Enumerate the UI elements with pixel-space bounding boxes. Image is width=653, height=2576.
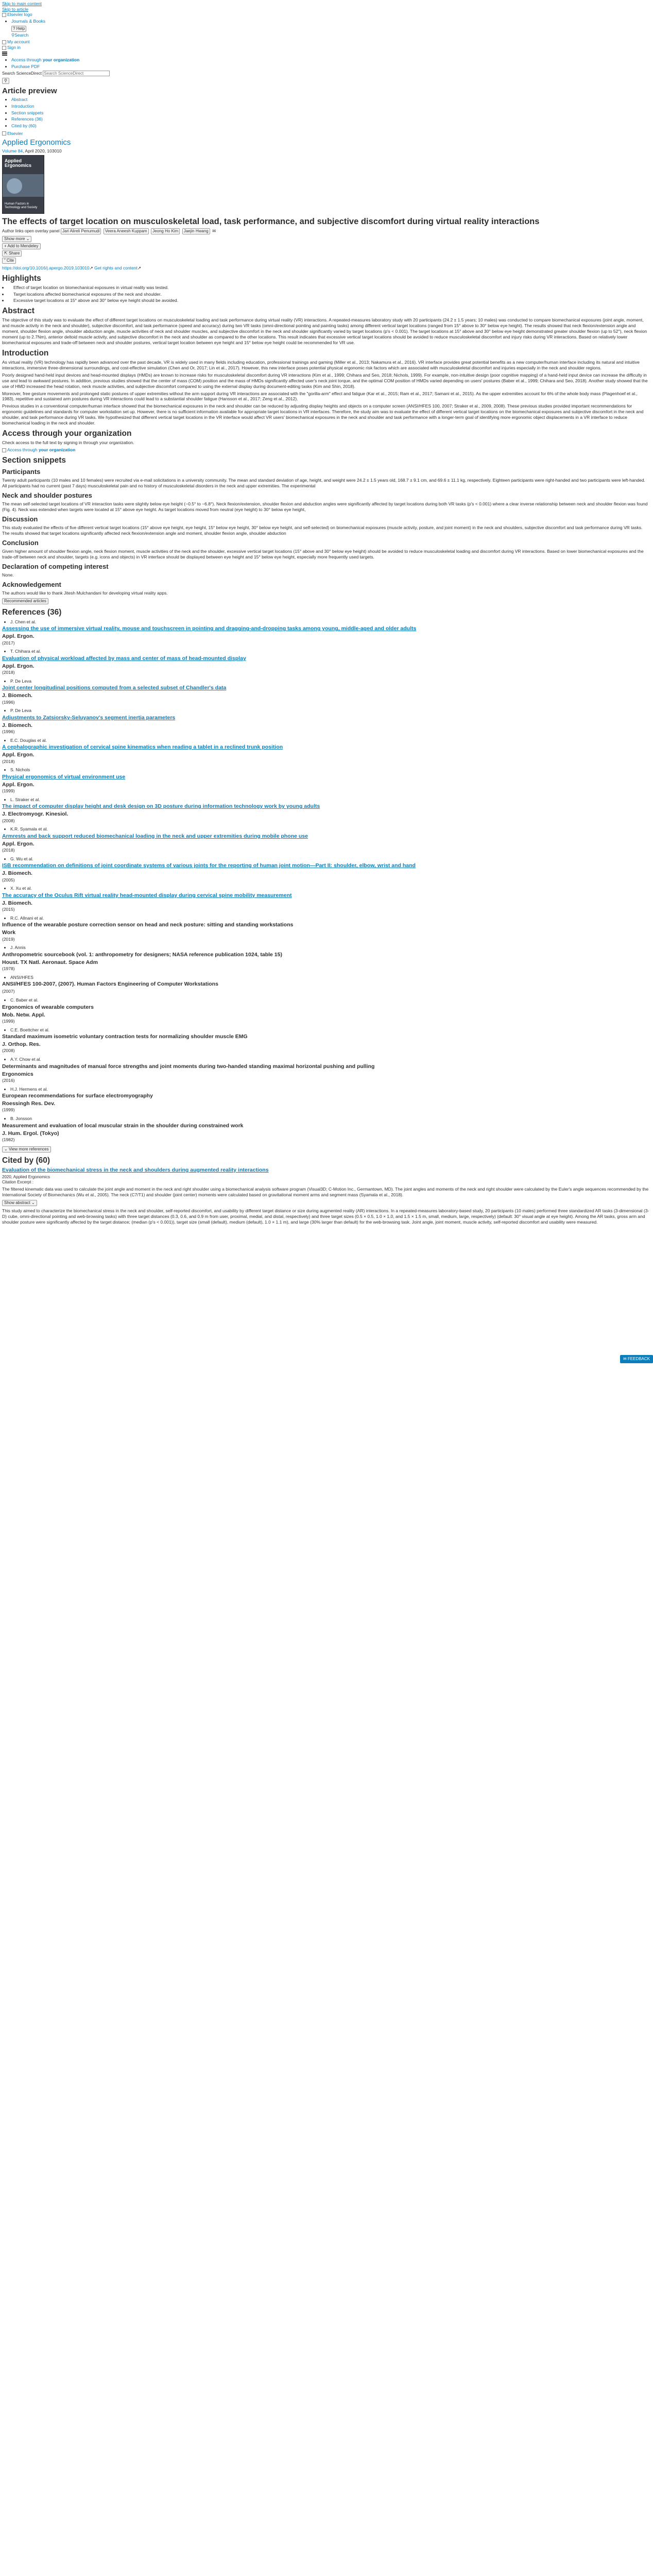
cite-button[interactable]: ” Cite: [2, 258, 16, 264]
reference-title[interactable]: Adjustments to Zatsiorsky-Seluyanov's segment inertia parameters: [2, 714, 176, 721]
reference-authors: T. Chihara et al.: [10, 649, 41, 654]
reference-year: (1982): [2, 1137, 15, 1142]
elsevier-publisher-link[interactable]: Elsevier: [2, 131, 23, 136]
reference-authors: J. Chen et al.: [10, 619, 37, 624]
reference-item: [2, 1057, 651, 1083]
cited-item: [2, 1167, 651, 1225]
references-heading: References (36): [2, 608, 62, 617]
discussion-text: This study evaluated the effects of five different vertical target locations (15° above eye height, eye height, 15° below eye height, 30° below eye height, and self-selected) on biomechanical exposures (muscle activity, posture, and joint moment) in the neck and shoulders, subjective discomfort and task performance during VR tasks. The results showed that target locations significantly affected neck flexion/extension angle and moment, shoulder flexion angle, shoulder abduction: [2, 525, 643, 536]
sign-in-icon: [2, 46, 6, 50]
mail-icon: ✉: [212, 228, 216, 234]
external-link-icon: ↗: [137, 265, 141, 271]
menu-icon[interactable]: [2, 52, 651, 56]
reference-journal: J. Biomech.: [2, 692, 32, 699]
reference-journal: Roessingh Res. Dev.: [2, 1100, 56, 1107]
reference-item: [2, 886, 651, 912]
chevron-down-icon: ⌄: [31, 1200, 35, 1205]
highlights-heading: Highlights: [2, 274, 41, 283]
reference-journal: J. Biomech.: [2, 722, 32, 728]
reference-title[interactable]: Assessing the use of immersive virtual reality, mouse and touchscreen in pointing and dragging-and-dropping tasks among young, middle-aged and older adults: [2, 625, 417, 632]
reference-authors: C.E. Boettcher et al.: [10, 1027, 50, 1032]
reference-item: [2, 619, 651, 646]
journal-title-link[interactable]: Applied Ergonomics: [2, 138, 71, 147]
my-account-link[interactable]: My account: [2, 39, 29, 44]
access-heading: Access through your organization: [2, 429, 132, 438]
elsevier-logo-icon: [2, 131, 6, 135]
reference-authors: J. Annis: [10, 945, 26, 951]
reference-year: (1996): [2, 729, 15, 734]
introduction-heading: Introduction: [2, 348, 49, 358]
reference-item: [2, 945, 651, 972]
reference-item: [2, 1116, 651, 1143]
reference-year: (2007): [2, 989, 15, 994]
cited-abstract: This study aimed to characterize the biomechanical stress in the neck and shoulder, self-reported discomfort, and usability by different target distance or size during augmented reality (AR) interactions. In a repeated-measures laboratory-based study, 20 participants (10 males) performed three standardized AR tasks (3-dimensional (3-D) cube, omni-directional pointing and web-browsing tasks) with three target distances (0.3, 0.6, and 0.9 m from user, proximal, medial, and distal, respectively) and three target sizes (0.5 × 0.5, 1.0 × 1.0, and 1.5 × 1.5 m, small, medium, large, respectively) (default: 30° visual angle at eye height). Among the AR tasks, gross arm and shoulder posture were significantly affected by the target distance; (median (p's < 0.001)), target size (small (default), medium (default), 1.0 × 1.1 m), and large (30% larger than default) for the web-browsing task. Joint angle, joint moment, muscle activity, self-reported discomfort and usability were measured.: [2, 1208, 649, 1225]
reference-year: (2008): [2, 1048, 15, 1054]
reference-title: Influence of the wearable posture correction sensor on head and neck posture: sitting and standing workstations: [2, 922, 294, 928]
reference-title: Measurement and evaluation of local muscular strain in the shoulder during constrained work: [2, 1122, 244, 1129]
reference-year: (2018): [2, 670, 15, 675]
search-icon: ⚲: [11, 32, 15, 38]
cited-meta: 2020, Applied Ergonomics: [2, 1175, 50, 1179]
skip-to-article-link[interactable]: Skip to article: [2, 6, 29, 12]
elsevier-logo[interactable]: Elsevier logo: [2, 12, 651, 18]
conflict-heading: Declaration of competing interest: [2, 563, 109, 570]
reference-item: [2, 1027, 651, 1054]
acknowledgement-text: The authors would like to thank Jitesh Mulchandani for developing virtual reality apps.: [2, 590, 168, 596]
reference-title: Anthropometric sourcebook (vol. 1: anthropometry for designers; NASA reference publication 1024, table 15): [2, 951, 282, 958]
sign-in-link[interactable]: Sign in: [2, 45, 21, 50]
reference-year: (2008): [2, 818, 15, 823]
reference-authors: B. Jonsson: [10, 1116, 32, 1121]
access-through-org-button[interactable]: Access through your organization: [2, 447, 75, 452]
reference-journal: J. Biomech.: [2, 870, 32, 877]
reference-authors: A.Y. Chow et al.: [10, 1057, 41, 1062]
cover-subtitle: Human Factors in Technology and Society: [5, 202, 38, 209]
intro-paragraph: Moreover, free gesture movements and prolonged static postures of upper extremities without the arm support during VR interactions are associated with the "gorilla-arm" effect and fatigue (Kar et al., 2015; Ram et al., 2017; Samani et al., 2015). As the upper extremities account for 6% of the whole body mass (Plagenhoef et al., 1983), repetitive and sustained arm postures during VR interactions could lead to a substantial shoulder fatigue (Hansson et al., 2017; Zeng et al., 2012).: [2, 391, 638, 402]
help-icon: ?: [13, 26, 15, 31]
reference-title[interactable]: Physical ergonomics of virtual environment use: [2, 773, 126, 780]
reference-authors: P. De Leva: [10, 678, 31, 684]
author-button[interactable]: Jeong Ho Kim: [151, 228, 180, 234]
reference-year: (1999): [2, 1107, 15, 1113]
access-text: Check access to the full text by signing in through your organization.: [2, 440, 134, 446]
share-icon: ⇱: [4, 251, 8, 256]
conflict-text: None.: [2, 572, 14, 578]
reference-authors: E.C. Douglas et al.: [10, 737, 47, 743]
search-submit-button[interactable]: [2, 78, 9, 84]
reference-year: (2005): [2, 877, 15, 883]
share-button[interactable]: ⇱ Share: [2, 250, 22, 257]
reference-authors: ANSI/HFES: [10, 974, 33, 980]
reference-year: (1999): [2, 1018, 15, 1024]
cited-by-heading: Cited by (60): [2, 1156, 50, 1165]
chevron-down-icon: ⌄: [4, 1146, 8, 1151]
conclusion-heading: Conclusion: [2, 539, 39, 547]
search-input[interactable]: [43, 71, 110, 76]
view-more-references-button[interactable]: ⌄ View more references: [2, 1146, 51, 1153]
intro-paragraph: Poorly designed hand-held input devices and head-mounted displays (HMDs) are known to increase risks for musculoskeletal discomfort during VR interactions (Kim et al., 1999; Chihara and Seo, 2018; Nichols, 1999). For example, non-intuitive design (poor cognitive mapping) of a hand-held input device can increase the difficulty in use and lead to awkward postures. In addition, previous studies showed that the center of mass (COM) position and the mass of HMDs significantly affected user's neck joint torque, and the optimal COM position of HMDs varied depending on users' postures (Baber et al., 1999; Chihara and Seo, 2018). Another study showed that the use of HMD increased the head rotation, neck muscle activities, and subjective discomfort compared to using the external display during document-editing tasks (Kim and Shin, 2018).: [2, 372, 648, 389]
reference-year: (1996): [2, 699, 15, 705]
search-icon: ⚲: [4, 78, 7, 83]
article-title: The effects of target location on musculoskeletal load, task performance, and subjective discomfort during virtual reality interactions: [2, 216, 540, 226]
reference-item: [2, 679, 651, 705]
access-options: [11, 57, 651, 69]
top-nav: [11, 19, 651, 24]
cover-title: Applied Ergonomics: [5, 158, 32, 168]
reference-item: [2, 708, 651, 735]
reference-title[interactable]: Evaluation of physical workload affected by mass and center of mass of head-mounted display: [2, 655, 246, 662]
reference-year: (2016): [2, 1077, 15, 1083]
author-links-label: Author links open overlay panel: [2, 229, 60, 234]
snippets-heading: Section snippets: [2, 455, 66, 465]
highlight-item: • Effect of target location on biomechanical exposures in virtual reality was tested.: [13, 285, 169, 291]
neck-text: The mean self-selected target locations of VR interaction tasks were slightly below eye height (−0.5° to −6.8°). Neck flexion/extension, shoulder flexion and abduction angles were significantly affected by target locations during both VR tasks (p's < 0.001) where a clear inverse relationship between neck and shoulder flexion was found (Fig. 4). Neck was extended when targets were located at 15° above eye height. As target locations moved from neutral (eye height) to 30° below eye height,: [2, 501, 648, 513]
reference-journal: Houst. TX Natl. Aeronaut. Space Adm: [2, 959, 98, 965]
rights-link[interactable]: Get rights and content: [94, 265, 138, 271]
reference-year: (1999): [2, 788, 15, 793]
reference-title[interactable]: Armrests and back support reduced biomechanical loading in the neck and upper extremities during mobile phone use: [2, 833, 308, 839]
outline-introduction-link[interactable]: Introduction: [11, 104, 35, 109]
reference-journal: Work: [2, 929, 16, 936]
reference-journal: J. Hum. Ergol. (Tokyo): [2, 1130, 59, 1137]
doi-link[interactable]: https://doi.org/10.1016/j.apergo.2019.103010: [2, 265, 90, 271]
access-through-org-link[interactable]: Access through your organization: [11, 57, 80, 63]
add-to-mendeley-button[interactable]: + Add to Mendeley: [2, 243, 41, 249]
participants-text: Twenty adult participants (10 males and 10 females) were recruited via e-mail solicitations in a university community. The mean and standard deviation of age, height, and weight were 24.2 ± 1.5 years old, 168.7 ± 9.1 cm, and 69.6 ± 11.1 kg, respectively. Eighteen participants were right-handed and two participants were left-handed. All participants had no current (past 7 days) musculoskeletal pain and no history of musculoskeletal disorders in the neck and upper extremities. The experimental: [2, 478, 645, 489]
author-list: [2, 228, 651, 234]
participants-heading: Participants: [2, 468, 41, 476]
reference-year: (2019): [2, 936, 15, 942]
reference-title[interactable]: The accuracy of the Oculus Rift virtual reality head-mounted display during cervical spine mobility measurement: [2, 892, 292, 899]
reference-year: (2015): [2, 907, 15, 912]
reference-title[interactable]: A cephalographic investigation of cervical spine kinematics when reading a tablet in a reclined trunk position: [2, 744, 283, 751]
external-link-icon: ↗: [89, 265, 93, 271]
highlights-list: [8, 285, 651, 303]
reference-journal: J. Electromyogr. Kinesiol.: [2, 811, 68, 818]
reference-title: ANSI/HFES 100-2007, (2007). Human Factors Engineering of Computer Workstations: [2, 981, 218, 988]
reference-authors: G. Wu et al.: [10, 856, 33, 861]
cited-excerpt: The filtered kinematic data was used to calculate the joint angle and moment in the neck and right shoulder using a biomechanical analysis software program (Visual3D; C-Motion Inc., Germantown, MD). The joint angles and moments of the neck and right shoulder were calculated by the Euler's angle sequences recommended by the International Society of Biomechanics (Wu et al., 2005). The neck (C7/T1) and shoulder (joint center) moments were calculated based on gravitational moment arms and segment mass (Syamala et al., 2018).: [2, 1187, 649, 1197]
reference-item: [2, 649, 651, 675]
volume-link[interactable]: Volume 84: [2, 148, 23, 154]
reference-item: [2, 826, 651, 853]
reference-item: [2, 1087, 651, 1113]
recommended-articles-button[interactable]: Recommended articles: [2, 598, 48, 604]
intro-paragraph: As virtual reality (VR) technology has rapidly been advanced over the past decade, VR is widely used in many fields including education, professional trainings and gaming (Miller et al., 2013; Nakamura et al., 2016). VR interface provides great potential benefits as a new computer/human interface including its natural and intuitive interactions, immersive three-dimensional surroundings, and cost-effective simulation (Chen and Or, 2017; Lin et al., 2017). However, this new interface poses potential physical ergonomic risk factors which are associated with musculoskeletal discomfort and injuries especially in the neck and shoulder regions.: [2, 360, 640, 370]
article-preview-heading: Article preview: [2, 86, 57, 95]
journals-books-link[interactable]: Journals & Books: [11, 18, 46, 24]
feedback-button[interactable]: ✉ FEEDBACK: [620, 1355, 653, 1363]
outline-list: [11, 97, 651, 128]
reference-authors: H.J. Hermens et al.: [10, 1086, 48, 1092]
reference-authors: R.C. Allnani et al.: [10, 915, 44, 921]
highlight-item: • Target locations affected biomechanical exposures of the neck and shoulder.: [13, 291, 162, 297]
institution-icon: [2, 448, 6, 452]
search-bar: [2, 71, 651, 76]
help-button[interactable]: ? Help: [11, 26, 26, 32]
outline-cited-by-link[interactable]: Cited by (60): [11, 123, 37, 128]
reference-item: [2, 997, 651, 1024]
reference-journal: J. Biomech.: [2, 900, 32, 906]
reference-authors: X. Xu et al.: [10, 886, 32, 891]
plus-icon: +: [4, 244, 7, 249]
outline-references-link[interactable]: References (36): [11, 116, 43, 122]
reference-title: Determinants and magnitudes of manual force strengths and joint moments during two-handed standing maximal horizontal pushing and pulling: [2, 1063, 375, 1070]
reference-title[interactable]: Joint center longitudinal positions computed from a selected subset of Chandler's data: [2, 685, 227, 691]
reference-authors: C. Baber et al.: [10, 997, 39, 1003]
reference-item: [2, 916, 651, 942]
conclusion-text: Given higher amount of shoulder flexion angle, neck flexion moment, muscle activities of the neck and the shoulder, excessive vertical target locations (15° above and 30° below eye height) should be avoided to reduce musculoskeletal loading and discomfort during VR interactions. Based on lower biomechanical exposures and the trade-off between neck and shoulder, targets (e.g. icons and objects) in VR interface should be displayed between eye height and 15° below eye height, especially more frequently used targets.: [2, 549, 644, 560]
author-button[interactable]: Veera Aneesh Kuppam: [104, 228, 149, 234]
reference-item: [2, 797, 651, 824]
intro-paragraph: Previous studies in a conventional computer/human interface showed that the biomechanical exposures in the neck and shoulder can be reduced by adjusting display heights and objects on a computer screen (ANSI/HFES 100, 2007; Straker et al., 2009, 2008). These previous studies provided important recommendations for ergonomic guidelines and standards for computer workstation set up. However, there is no sufficient information available for appropriate target locations in VR interfaces. Therefore, the study aim was to evaluate the effect of different vertical target locations on the biomechanical exposures and subjective discomfort in the neck and shoulder, and task performance during VR tasks. We hypothesized that different vertical target locations in the VR interface would affect VR users' biomechanical exposures in the neck and shoulder and task performance with a longer-term goal of identifying more ergonomic object displacements in a VR interface to reduce biomechanical loading in the neck and shoulder.: [2, 403, 644, 426]
discussion-heading: Discussion: [2, 515, 38, 523]
show-more-button[interactable]: Show more ⌄: [2, 236, 31, 242]
reference-item: [2, 975, 651, 994]
reference-year: (1978): [2, 966, 15, 971]
help-wrap: [11, 25, 651, 32]
search-link[interactable]: ⚲Search: [11, 32, 29, 38]
reference-title: European recommendations for surface electromyography: [2, 1093, 153, 1099]
purchase-pdf-link[interactable]: Purchase PDF: [11, 64, 40, 69]
author-button[interactable]: Jari Alireli Penumudi: [61, 228, 101, 234]
reference-item: [2, 738, 651, 765]
outline-abstract-link[interactable]: Abstract: [11, 97, 28, 103]
search-label: Search ScienceDirect: [2, 71, 42, 76]
show-abstract-button[interactable]: Show abstract ⌄: [2, 1200, 37, 1206]
cited-title-link[interactable]: Evaluation of the biomechanical stress in the neck and shoulders during augmented reality interactions: [2, 1166, 269, 1173]
reference-item: [2, 856, 651, 883]
reference-journal: J. Orthop. Res.: [2, 1041, 41, 1048]
search-link-wrap: [11, 32, 651, 38]
neck-heading: Neck and shoulder postures: [2, 492, 92, 499]
reference-year: (2018): [2, 848, 15, 853]
acknowledgement-heading: Acknowledgement: [2, 581, 61, 589]
reference-journal: Ergonomics: [2, 1071, 33, 1077]
chat-icon: ✉: [623, 1357, 627, 1361]
account-icon: [2, 40, 6, 44]
reference-journal: Appl. Ergon.: [2, 663, 35, 669]
abstract-text: The objective of this study was to evaluate the effect of different target locations on musculoskeletal loading and task performance during virtual reality (VR) interactions. A repeated-measures laboratory study with 20 participants (24.2 ± 1.5 years; 10 males) was conducted to compare biomechanical exposures (joint angle, moment, and muscle activity in the neck and shoulder), subjective discomfort, and task performance (speed and accuracy) during two VR tasks (omni-directional pointing and painting tasks) among different vertical target locations (ranged from 15° above to 30° below eye height). The results showed that neck flexion/extension angle and moment, shoulder flexion angle, shoulder abduction angle, muscle activities of neck and shoulder muscles, and subjective discomfort in the neck and shoulder significantly varied by target locations (p's < 0.001). The target locations at 15° above and 30° below eye height demonstrated greater shoulder flexion (up to 52°), neck flexion moment (up to 2.7Nm), anterior deltoid muscle activity, and subjective discomfort in the neck and shoulder as compared to the other locations. This result indicates that excessive vertical target locations should be avoided to reduce musculoskeletal discomfort and injury risks during VR interactions. Based on relatively lower biomechanical exposures and trade-off between neck and shoulder postures, vertical target location between eye height and 15° below eye height could be recommended for VR use.: [2, 317, 647, 345]
author-button[interactable]: Jaejin Hwang: [182, 228, 210, 234]
cited-excerpt-label: Citation Excerpt :: [2, 1180, 33, 1184]
journal-cover-image[interactable]: [2, 155, 44, 214]
reference-journal: Appl. Ergon.: [2, 781, 35, 788]
quote-icon: ”: [4, 258, 6, 263]
skip-to-main-link[interactable]: Skip to main content: [2, 1, 42, 6]
reference-title[interactable]: The impact of computer display height and desk design on 3D posture during information technology work by young adults: [2, 803, 320, 810]
reference-item: [2, 767, 651, 794]
reference-journal: Mob. Netw. Appl.: [2, 1011, 45, 1018]
reference-title: Standard maximum isometric voluntary contraction tests for normalizing shoulder muscle EMG: [2, 1033, 248, 1040]
chevron-down-icon: ⌄: [26, 236, 30, 242]
reference-authors: P. De Leva: [10, 708, 31, 714]
outline-snippets-link[interactable]: Section snippets: [11, 110, 44, 115]
reference-list: [2, 619, 651, 1143]
reference-authors: S. Nichols: [10, 767, 30, 773]
issue-date: , April 2020, 103010: [23, 148, 62, 154]
reference-journal: Appl. Ergon.: [2, 633, 35, 640]
reference-journal: Appl. Ergon.: [2, 752, 35, 758]
reference-journal: Appl. Ergon.: [2, 840, 35, 847]
abstract-heading: Abstract: [2, 307, 35, 315]
reference-authors: K.R. Syamala et al.: [10, 826, 48, 832]
reference-title[interactable]: ISB recommendation on definitions of joint coordinate systems of various joints for the reporting of human joint motion—Part II: shoulder, elbow, wrist and hand: [2, 862, 416, 869]
reference-year: (2018): [2, 758, 15, 764]
highlight-item: • Excessive target locations at 15° above and 30° below eye height should be avoided.: [13, 298, 179, 303]
reference-year: (2017): [2, 640, 15, 646]
image-icon: [2, 13, 6, 17]
reference-title: Ergonomics of wearable computers: [2, 1004, 94, 1010]
reference-authors: L. Straker et al.: [10, 796, 40, 802]
